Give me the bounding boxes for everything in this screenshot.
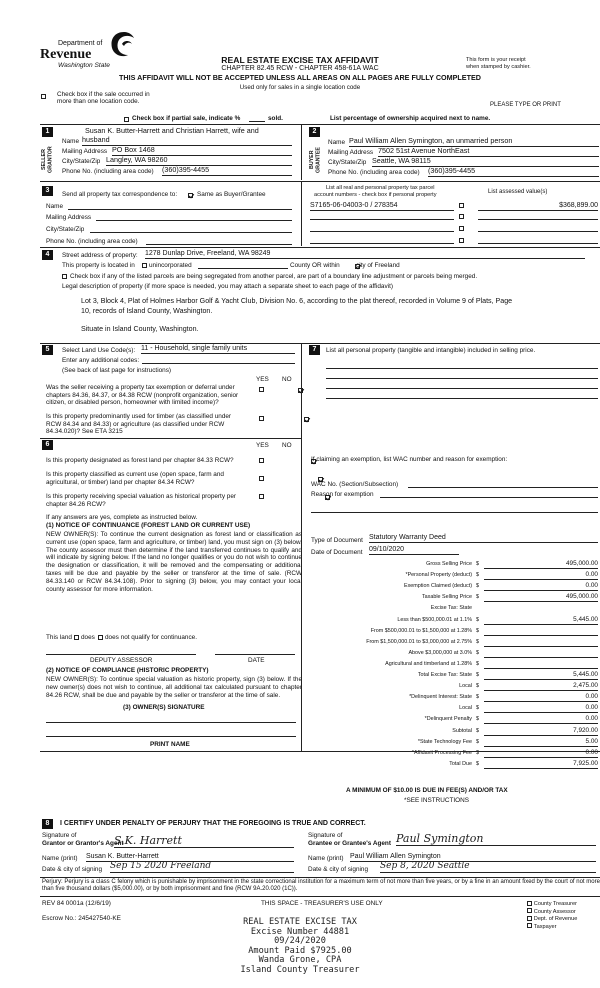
land-use-label: Select Land Use Code(s): [62, 347, 136, 354]
dist-label: County Treasurer [533, 901, 577, 907]
same-as-buyer-checkbox[interactable] [188, 193, 193, 198]
deputy-assessor-label: DEPUTY ASSESSOR [90, 657, 153, 664]
any-yes-note: If any answers are yes, complete as instructed below. [46, 514, 198, 521]
s5-q1: Was the seller receiving a property tax exemption or deferral under chapters 84.36, 84.37, or 84.38 RCW (nonprofit organization, senior citizen, or disabled person, homeowner with limited income)? [46, 384, 239, 407]
grantee-sig-label-2: Grantee or Grantee's Agent [308, 840, 391, 847]
wac-field[interactable] [408, 487, 598, 488]
tax-row-label: *Delinquent Penalty [424, 716, 472, 723]
legal-line-1: Lot 3, Block 4, Plat of Holmes Harbor Golf & Yacht Club, Division No. 6, according to the plat thereof, recorded in Volume 9 of Plats, Page [81, 297, 513, 305]
tax-row-dollar: $ [476, 649, 479, 656]
tax-row-value[interactable]: 0.00 [484, 704, 598, 713]
deputy-date-label: DATE [248, 657, 265, 664]
parcel-field-2[interactable] [310, 219, 454, 220]
personal-property-label: List all personal property (tangible and intangible) included in selling price. [326, 347, 536, 354]
tax-row-value[interactable]: 5.00 [484, 738, 598, 747]
s5-q1-yes[interactable] [259, 387, 264, 392]
county-or-label: County OR within [290, 262, 340, 269]
stamp-line: Amount Paid $7925.00 [248, 945, 352, 956]
tax-row-label: Exemption Claimed (deduct) [403, 583, 472, 590]
does-label: does [81, 634, 95, 641]
grantor-sig-label-1: Signature of [42, 832, 77, 839]
tax-row-dollar: $ [476, 727, 479, 734]
tax-row-label: *Delinquent Interest: State [409, 694, 472, 701]
notice2-body: NEW OWNER(S): To continue special valuation as historic property, sign (3) below. If the new owner(s) does not wish to continue, all additional tax calculated pursuant to chapter 84.26 RCW, shall be due and payable by the seller or transferor at the time of sale. [46, 676, 302, 699]
legal-label: Legal description of property (if more space is needed, you may attach a separate sheet to each page of the affidavit) [62, 283, 393, 290]
stamp-line: Wanda Grone, CPA [258, 955, 342, 966]
partial-sale-sold: sold. [268, 115, 283, 122]
tax-row-value[interactable] [484, 638, 598, 647]
parcel-personal-checkbox-2[interactable] [459, 214, 464, 219]
print-name-field[interactable] [46, 736, 296, 737]
tax-row-dollar: $ [476, 561, 479, 567]
unincorporated-checkbox[interactable] [142, 263, 147, 268]
seller-phone-label: Phone No. (including area code) [62, 168, 154, 175]
dor-logo-revenue: Revenue [40, 47, 92, 62]
street-field[interactable]: 1278 Dunlap Drive, Freeland, WA 98249 [145, 250, 585, 259]
parcel-field-1[interactable]: S7165-06-04003-0 / 278354 [310, 202, 454, 211]
tax-row-label: Subtotal [452, 727, 472, 734]
perjury-statement: Perjury: Perjury is a class C felony which is punishable by imprisonment in the state correctional institution for a maximum term of not more than five years, or by a fine in an amount fixed by the court of not more than five thousand dollars ($5,000.00), or by both imprisonment and fine (RCW 9A.20.020 (1C)). [42, 879, 600, 893]
s5-q2-yes[interactable] [259, 416, 264, 421]
tax-row-dollar: $ [476, 683, 479, 690]
buyer-city-field[interactable]: Seattle, WA 98115 [372, 157, 599, 167]
tax-row-dollar: $ [476, 627, 479, 634]
treasurer-only-note: THIS SPACE - TREASURER'S USE ONLY [261, 900, 383, 907]
parcel-personal-checkbox-4[interactable] [459, 238, 464, 243]
city-of-label: city of Freeland [356, 262, 400, 269]
tax-row-dollar: $ [476, 705, 479, 712]
dist-item [527, 923, 577, 931]
treasurer-stamp [200, 918, 400, 976]
dor-logo-state: Washington State [58, 62, 110, 69]
owners-signature-field[interactable] [46, 722, 296, 723]
see-back-note: (See back of last page for instructions) [62, 367, 172, 374]
escrow-number: Escrow No.: 245427540-KE [42, 915, 121, 922]
tax-row-value[interactable] [484, 604, 598, 613]
s3-phone-field[interactable] [146, 244, 292, 245]
tax-row-value[interactable]: 7,925.00 [484, 760, 598, 769]
buyer-phone-label: Phone No. (including area code) [328, 169, 420, 176]
tax-row-value[interactable] [484, 649, 598, 658]
tax-row-dollar: $ [476, 738, 479, 745]
dor-logo-dept: Department of [58, 40, 103, 47]
s3-mailing-field[interactable] [96, 220, 292, 221]
tax-row-label: *Personal Property (deduct) [405, 572, 472, 579]
dist-checkbox[interactable] [527, 901, 532, 906]
dist-item [527, 915, 577, 923]
grantee-signature-field[interactable]: Paul Symington [396, 832, 596, 846]
s5-yes-header: YES [256, 376, 269, 383]
grantee-print-label: Name (print) [308, 855, 344, 862]
form-title: REAL ESTATE EXCISE TAX AFFIDAVIT [221, 55, 379, 65]
legal-line-3: Situate in Island County, Washington. [81, 325, 199, 333]
assessed-header: List assessed value(s) [488, 189, 548, 195]
reason-label: Reason for exemption [311, 491, 374, 498]
tax-row-dollar: $ [476, 694, 479, 701]
s5-q2-no[interactable] [304, 417, 309, 422]
dist-checkbox[interactable] [527, 923, 532, 928]
tax-row-label: *State Technology Fee [417, 738, 472, 745]
distribution-list [527, 900, 577, 930]
buyer-mailing-field[interactable]: 7502 51st Avenue NorthEast [378, 147, 599, 157]
s6-q3: Is this property receiving special valuation as historical property per chapter 84.26 RCW? [46, 493, 237, 508]
seller-phone-field[interactable]: (360)395-4455 [162, 166, 292, 176]
print-name-label: PRINT NAME [150, 741, 190, 748]
s6-q2-yes[interactable] [259, 476, 264, 481]
seller-city-label: City/State/Zip [62, 158, 101, 165]
ownership-note: List percentage of ownership acquired next to name. [330, 115, 491, 122]
tax-row-label: Above $3,000,000 at 3.0% [408, 649, 472, 656]
assessed-field-3[interactable] [478, 231, 598, 232]
dist-item [527, 900, 577, 908]
additional-codes-label: Enter any additional codes: [62, 357, 140, 364]
tax-row-dollar: $ [476, 716, 479, 723]
s6-q3-yes[interactable] [259, 494, 264, 499]
reason-field[interactable] [380, 497, 598, 498]
grantee-date-field[interactable]: Sep 8, 2020 Seattle [380, 861, 596, 873]
s6-q1-yes[interactable] [259, 458, 264, 463]
seller-side-label: SELLER GRANTOR [41, 146, 54, 174]
s6-yes-header: YES [256, 442, 269, 449]
receipt-note-1: This form is your receipt [466, 57, 526, 63]
tax-row-value[interactable]: 0.00 [484, 693, 598, 702]
dist-label: Dept. of Revenue [533, 916, 578, 922]
tax-row-dollar: $ [476, 638, 479, 645]
tax-row-dollar: $ [476, 594, 479, 601]
grantor-print-label: Name (print) [42, 855, 78, 862]
buyer-side-label: BUYER GRANTEE [309, 147, 322, 173]
form-subtitle: CHAPTER 82.45 RCW - CHAPTER 458-61A WAC [221, 65, 379, 72]
seller-mailing-label: Mailing Address [62, 148, 108, 155]
parcel-header-2: account numbers - check box if personal property [314, 192, 437, 198]
personal-property-line-1[interactable] [326, 368, 598, 369]
deputy-signature-field[interactable] [46, 654, 196, 655]
qualify-text: This land [46, 634, 72, 641]
correspondence-label: Send all property tax correspondence to: [62, 191, 178, 198]
stamp-line: REAL ESTATE EXCISE TAX [243, 917, 357, 927]
s3-city-field[interactable] [90, 232, 292, 233]
owners-signature-label: (3) OWNER(S) SIGNATURE [123, 704, 205, 711]
street-label: Street address of property: [62, 252, 138, 259]
parcel-personal-checkbox-3[interactable] [459, 226, 464, 231]
section-7-number: 7 [309, 345, 320, 355]
doc-date-field[interactable]: 09/10/2020 [369, 546, 459, 555]
buyer-mailing-label: Mailing Address [328, 149, 374, 156]
county-field[interactable] [198, 268, 288, 269]
form-warning: THIS AFFIDAVIT WILL NOT BE ACCEPTED UNLESS ALL AREAS ON ALL PAGES ARE FULLY COMPLETED [119, 73, 481, 82]
tax-row-value[interactable]: 2,475.00 [484, 682, 598, 691]
tax-row-value[interactable]: 7,920.00 [484, 727, 598, 736]
notice1-title: (1) NOTICE OF CONTINUANCE (FOREST LAND OR CURRENT USE) [46, 522, 251, 529]
tax-row-value[interactable]: 5,445.00 [484, 671, 598, 680]
tax-row-value[interactable]: 495,000.00 [484, 593, 598, 602]
tax-row-label: *Affidavit Processing Fee [411, 749, 472, 756]
single-use-note: Used only for sales in a single location code [239, 84, 361, 91]
parcel-field-4[interactable] [310, 243, 454, 244]
s5-q2: Is this property predominantly used for timber (as classified under RCW 84.34 and 84.33) or agriculture (as classified under RCW 84.34.020)? See ETA 3215 [46, 413, 232, 436]
reason-field-2[interactable] [311, 512, 598, 513]
parcel-header-1: List all real and personal property tax parcel [326, 185, 435, 191]
tax-row-dollar: $ [476, 616, 479, 623]
doc-type-field[interactable]: Statutory Warranty Deed [369, 534, 598, 543]
section-1-number: 1 [42, 127, 53, 137]
grantor-signature-field[interactable]: S.K. Harrett [114, 834, 294, 848]
s6-q2: Is this property classified as current use (open space, farm and agricultural, or timber) land per chapter 84.34 RCW? [46, 471, 224, 486]
segregated-checkbox[interactable] [62, 274, 67, 279]
dist-label: County Assessor [533, 908, 576, 915]
grantee-print-field[interactable]: Paul William Allen Symington [350, 853, 596, 862]
section-3-number: 3 [42, 186, 53, 196]
tax-row-dollar: $ [476, 672, 479, 678]
tax-row-label: Gross Selling Price [426, 561, 472, 567]
see-instructions-note: *SEE INSTRUCTIONS [404, 797, 469, 804]
tax-row-value[interactable]: 495,000.00 [484, 560, 598, 569]
s5-no-header: NO [282, 376, 292, 383]
dist-label: Taxpayer [533, 923, 557, 930]
tax-row-label: Total Due [449, 760, 472, 767]
does-qualify-checkbox[interactable] [74, 635, 79, 640]
tax-row-label: From $1,500,000.01 to $3,000,000 at 2.75% [366, 638, 472, 645]
personal-property-line-3[interactable] [326, 388, 598, 389]
additional-codes-field[interactable] [142, 363, 295, 364]
tax-row-label: Local [459, 683, 472, 690]
parcel-personal-checkbox-1[interactable] [459, 203, 464, 208]
grantor-date-field[interactable]: Sep 15 2020 Freeland [110, 861, 294, 873]
buyer-name-field[interactable]: Paul William Allen Symington, an unmarried person [349, 137, 599, 147]
tax-row-label: Taxable Selling Price [421, 594, 472, 601]
form-number: REV 84 0001a (12/6/19) [42, 900, 111, 907]
certify-statement: I CERTIFY UNDER PENALTY OF PERJURY THAT THE FOREGOING IS TRUE AND CORRECT. [60, 820, 366, 827]
wac-label: WAC No. (Section/Subsection) [311, 481, 399, 488]
land-use-field[interactable]: 11 - Household, single family units [141, 345, 295, 354]
tax-row-label: Less than $500,000.01 at 1.1% [397, 616, 472, 623]
s3-name-label: Name [46, 203, 64, 210]
partial-sale-percent-field[interactable] [249, 121, 265, 122]
section-5-number: 5 [42, 345, 53, 355]
same-as-buyer-label: Same as Buyer/Grantee [197, 191, 266, 198]
section-4-number: 4 [42, 250, 53, 260]
tax-row-value[interactable]: 0.00 [484, 749, 598, 758]
stamp-line: 09/24/2020 [274, 936, 326, 947]
tax-row-value[interactable] [484, 660, 598, 669]
tax-row-label: Agricultural and timberland at 1.28% [385, 660, 472, 667]
buyer-city-label: City/State/Zip [328, 159, 367, 166]
personal-property-line-4[interactable] [326, 398, 598, 399]
unincorporated-label: unincorporated [149, 262, 192, 269]
tax-row-label: From $500,000.01 to $1,500,000 at 1.28% [370, 627, 472, 634]
print-note: PLEASE TYPE OR PRINT [490, 102, 561, 108]
notice1-body: NEW OWNER(S): To continue the current designation as forest land or classification as current use (open space, farm and agriculture, or timber) land, you must sign on (3) below. The county assessor must then determine if the land transferred continues to qualify and will indicate by signing below. If the land no longer qualifies or you do not wish to continue the designation or classification, it will be removed and the compensating or additional taxes will be due and payable by the seller or transferor at the time of sale. (RCW 84.33.140 or RCW 84.34.108). Prior to signing (3) below, you may contact your local county assessor for more information. [46, 531, 302, 593]
exemption-claim-label: If claiming an exemption, list WAC number and reason for exemption: [311, 456, 508, 463]
minimum-fee-note-display: A MINIMUM OF $10.00 IS DUE IN FEE(S) AND/OR TAX [346, 787, 508, 794]
parcel-field-3[interactable] [310, 231, 454, 232]
grantee-date-label: Date & city of signing [308, 866, 369, 873]
personal-property-line-2[interactable] [326, 378, 598, 379]
does-not-label: does not qualify for continuance. [105, 634, 198, 641]
tax-row-label: Local [459, 705, 472, 712]
tax-row-label: Excise Tax: State [430, 605, 472, 612]
grantor-date-label: Date & city of signing [42, 866, 103, 873]
multi-location-label-2: more than one location code. [57, 98, 140, 105]
tax-row-value[interactable]: 0.00 [484, 571, 598, 580]
seller-mailing-field[interactable]: PO Box 1468 [112, 146, 292, 156]
section-8-number: 8 [42, 819, 53, 829]
doc-date-label: Date of Document [311, 549, 363, 556]
receipt-note-2: when stamped by cashier. [466, 64, 531, 70]
buyer-phone-field[interactable]: (360)395-4455 [428, 167, 599, 177]
assessed-field-4[interactable] [478, 243, 598, 244]
assessed-field-2[interactable] [478, 219, 598, 220]
s3-mailing-label: Mailing Address [46, 214, 92, 221]
section-2-number: 2 [309, 127, 320, 137]
grantor-print-field[interactable]: Susan K. Butter-Harrett [86, 853, 294, 862]
seller-name-line1[interactable]: Susan K. Butter-Harrett and Christian Harrett, wife and [85, 126, 259, 135]
seller-city-field[interactable]: Langley, WA 98260 [106, 156, 292, 166]
section-6-number: 6 [42, 440, 53, 450]
tax-row-dollar: $ [476, 572, 479, 579]
s3-city-label: City/State/Zip [46, 226, 85, 233]
stamp-line: Island County Treasurer [240, 964, 360, 975]
segregated-label: Check box if any of the listed parcels are being segregated from another parcel, are part of a boundary line adjustment or parcels being merged. [70, 273, 478, 280]
tax-row-value[interactable]: 5,445.00 [484, 616, 598, 625]
notice2-title: (2) NOTICE OF COMPLIANCE (HISTORIC PROPERTY) [46, 667, 209, 674]
grantee-sig-label-1: Signature of [308, 832, 343, 839]
tax-row-dollar: $ [476, 760, 479, 767]
legal-line-2: 10, records of Island County, Washington. [81, 307, 213, 315]
stamp-line: Excise Number 44881 [250, 926, 350, 937]
partial-sale-label: Check box if partial sale, indicate % [132, 115, 241, 122]
s6-no-header: NO [282, 442, 292, 449]
dist-item [527, 908, 577, 916]
tax-row-value[interactable] [484, 627, 598, 636]
s3-name-field[interactable] [68, 209, 292, 210]
tax-row-label: Total Excise Tax: State [417, 672, 472, 678]
tax-row-dollar: $ [476, 583, 479, 590]
does-not-qualify-checkbox[interactable] [98, 635, 103, 640]
dist-checkbox[interactable] [527, 908, 532, 913]
multi-location-checkbox[interactable] [41, 94, 46, 99]
tax-row-dollar: $ [476, 749, 479, 756]
grantor-sig-label-2: Grantor or Grantor's Agent [42, 840, 124, 847]
s6-q1: Is this property designated as forest land per chapter 84.33 RCW? [46, 457, 234, 464]
doc-type-label: Type of Document [311, 537, 363, 544]
seller-name-label: Name [62, 138, 80, 145]
buyer-name-label: Name [328, 139, 346, 146]
located-label: This property is located in [62, 262, 135, 269]
partial-sale-checkbox[interactable] [124, 117, 129, 122]
multi-location-label-1: Check box if the sale occurred in [57, 91, 150, 98]
seller-name-field[interactable]: husband [82, 136, 292, 146]
tax-row-dollar: $ [476, 660, 479, 667]
dist-checkbox[interactable] [527, 916, 532, 921]
s3-phone-label: Phone No. (including area code) [46, 238, 138, 245]
tax-row-value[interactable]: 0.00 [484, 715, 598, 724]
deputy-date-field[interactable] [215, 654, 295, 655]
assessed-field-1[interactable]: $368,899.00 [478, 202, 598, 211]
tax-row-value[interactable]: 0.00 [484, 582, 598, 591]
